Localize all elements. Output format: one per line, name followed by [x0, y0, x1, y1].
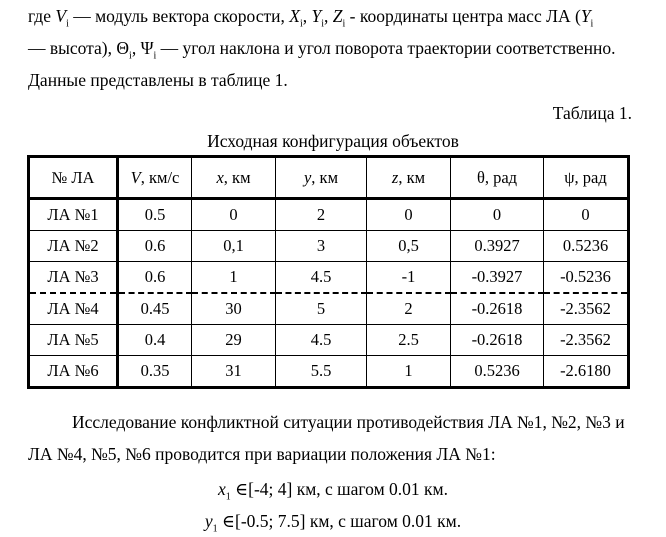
paragraph-line: Данные представлены в таблице 1. — [28, 70, 288, 90]
table-row — [29, 293, 629, 325]
table-cell: -2.3562 — [544, 325, 629, 356]
header-cell: V, км/с — [118, 157, 192, 199]
paragraph-line: — высота), $\Theta_i$, $\Psi_i$ — угол наклона и угол поворота траектории соответственно. — [28, 38, 616, 62]
table-row — [29, 262, 629, 294]
table-row — [29, 325, 629, 356]
header-cell: x, км — [192, 157, 276, 199]
table-title: Исходная конфигурация объектов — [207, 131, 459, 151]
paragraph-line: ЛА №4, №5, №6 проводится при вариации положения ЛА №1: — [28, 444, 496, 464]
table-cell: -0.3927 — [451, 262, 544, 294]
table-cell: 0.35 — [118, 356, 192, 388]
table-cell: 5 — [276, 293, 367, 325]
table-cell: 0 — [192, 199, 276, 231]
table-cell: 0.5236 — [544, 231, 629, 262]
header-cell: z, км — [367, 157, 451, 199]
table-cell: 0.6 — [118, 262, 192, 294]
header-cell: ψ, рад — [544, 157, 629, 199]
table-row — [29, 199, 629, 231]
table-cell: 4.5 — [276, 262, 367, 294]
table-cell: 4.5 — [276, 325, 367, 356]
header-cell: № ЛА — [29, 157, 118, 199]
table-cell: 0,1 — [192, 231, 276, 262]
table-cell: 31 — [192, 356, 276, 388]
formula-y1: $y_1$ ∈[-0.5; 7.5] км, с шагом 0.01 км. — [204, 511, 462, 535]
header-cell: y, км — [276, 157, 367, 199]
table-cell: -0.2618 — [451, 293, 544, 325]
table-cell: 29 — [192, 325, 276, 356]
paragraph-line: где $V_i$ — модуль вектора скорости, $X_i$, $Y_i$, $Z_i$ - координаты центра масс ЛА ($Y_i$ — [28, 6, 594, 30]
table-cell: -2.3562 — [544, 293, 629, 325]
table-cell: -0.5236 — [544, 262, 629, 294]
table-cell: 0 — [544, 199, 629, 231]
table-cell: 0.3927 — [451, 231, 544, 262]
table-cell: -0.2618 — [451, 325, 544, 356]
table-cell: ЛА №2 — [29, 231, 118, 262]
table-header-row — [29, 157, 629, 199]
table-cell: 2 — [367, 293, 451, 325]
table-cell: 1 — [192, 262, 276, 294]
paragraph-line: Исследование конфликтной ситуации противодействия ЛА №1, №2, №3 и — [72, 412, 625, 432]
table-cell: -2.6180 — [544, 356, 629, 388]
table-cell: 0 — [367, 199, 451, 231]
table-cell: 3 — [276, 231, 367, 262]
table-cell: 0.4 — [118, 325, 192, 356]
table-cell: 0.45 — [118, 293, 192, 325]
table-cell: 2 — [276, 199, 367, 231]
table-cell: 0,5 — [367, 231, 451, 262]
table-cell: 0.5236 — [451, 356, 544, 388]
table-row — [29, 356, 629, 388]
table-cell: 0.5 — [118, 199, 192, 231]
table-cell: ЛА №3 — [29, 262, 118, 294]
table-label: Таблица 1. — [552, 103, 632, 123]
table-cell: ЛА №6 — [29, 356, 118, 388]
table-cell: ЛА №5 — [29, 325, 118, 356]
header-cell: θ, рад — [451, 157, 544, 199]
table-cell: 0.6 — [118, 231, 192, 262]
table-cell: 1 — [367, 356, 451, 388]
data-table — [27, 155, 630, 389]
table-cell: ЛА №1 — [29, 199, 118, 231]
formula-x1: $x_1$ ∈[-4; 4] км, с шагом 0.01 км. — [218, 479, 448, 503]
table-cell: 30 — [192, 293, 276, 325]
table-cell: 5.5 — [276, 356, 367, 388]
table-cell: ЛА №4 — [29, 293, 118, 325]
table-cell: 0 — [451, 199, 544, 231]
table-cell: 2.5 — [367, 325, 451, 356]
table-row — [29, 231, 629, 262]
table-cell: -1 — [367, 262, 451, 294]
